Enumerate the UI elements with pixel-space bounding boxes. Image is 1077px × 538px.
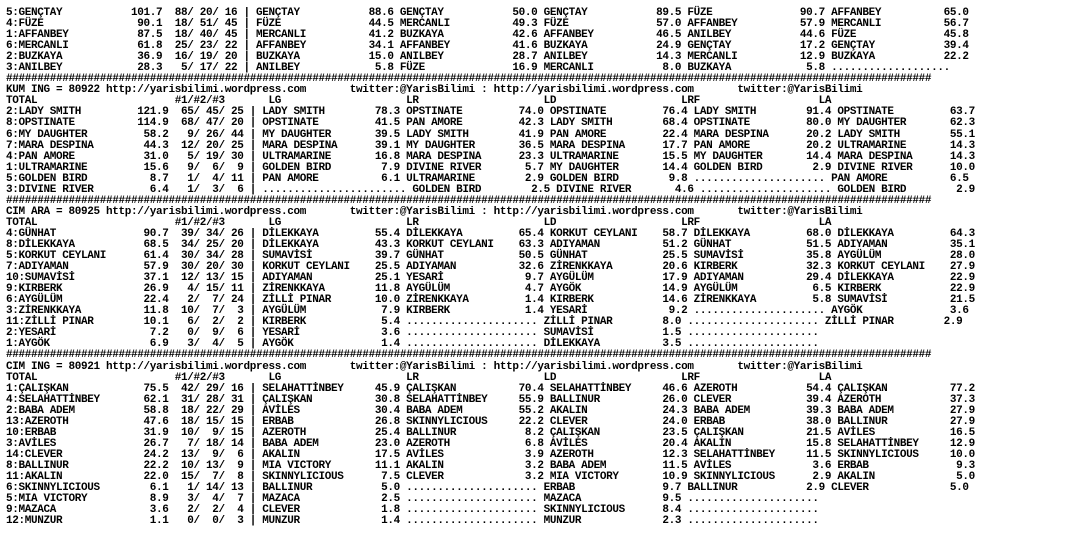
text-line: 11:ZİLLİ PINAR 10.1 6/ 2/ 2 | KIRBERK 5.4 ..................... ZİLLİ PINAR 8.0 ..................... ZİLLİ PINAR 2.9 (6, 316, 963, 329)
text-line: 11:AKALIN 22.0 15/ 7/ 8 | SKINNYLICIOUS 7.5 CLEVER 3.2 MIA VICTORY 10.9 SKINNYLICIOUS 2.9 AKALIN 5.0 (6, 470, 975, 483)
text-line: 5:KORKUT CEYLANI 61.4 30/ 34/ 28 | SUMAVİSİ 39.7 GÜNHAT 50.5 GÜNHAT 25.5 SUMAVİSİ 35.8 AYGÜLÜM 28.0 (6, 250, 975, 263)
text-line: TOTAL #1/#2/#3 LG LR LD LRF LA (6, 95, 832, 108)
text-line: KUM ING = 80922 http://yarisbilimi.wordpress.com twitter:@YarisBilimi : http://yarisbilimi.wordpress.com twitter:@YarisBilimi (6, 84, 863, 97)
text-line: 6:MERCANLI 61.8 25/ 23/ 22 | AFFANBEY 34.1 AFFANBEY 41.6 BUZKAYA 24.9 GENÇTAY 17.2 GENÇTAY 39.4 (6, 40, 969, 53)
race-stats-sheet (6, 8, 975, 527)
text-line: 10:ERBAB 31.9 10/ 9/ 15 | AZEROTH 25.4 BALLINUR 8.2 ÇALIŞKAN 23.5 ÇALIŞKAN 21.5 AVİLES 16.5 (6, 426, 975, 439)
text-line: 1:AYGÖK 6.9 3/ 4/ 5 | AYGÖK 1.4 ..................... DİLEKKAYA 3.5 ..................... (6, 338, 819, 351)
text-line: 6:MY DAUGHTER 58.2 9/ 26/ 44 | MY DAUGHTER 39.5 LADY SMITH 41.9 PAN AMORE 22.4 MARA DESPINA 20.2 LADY SMITH 55.1 (6, 128, 975, 141)
text-line: 2:LADY SMITH 121.9 65/ 45/ 25 | LADY SMITH 78.3 OPSTINATE 74.0 OPSTINATE 76.4 LADY SMITH 91.4 OPSTINATE 63.7 (6, 106, 975, 119)
text-line: 3:AVİLES 26.7 7/ 18/ 14 | BABA ADEM 23.0 AZEROTH 6.8 AVİLES 20.4 AKALIN 15.8 SELAHATTİNBEY 12.9 (6, 437, 975, 450)
text-line: 8:OPSTINATE 114.9 68/ 47/ 20 | OPSTINATE 41.5 PAN AMORE 42.3 LADY SMITH 68.4 OPSTINATE 80.0 MY DAUGHTER 62.3 (6, 117, 975, 130)
text-line: 6:AYGÜLÜM 22.4 2/ 7/ 24 | ZİLLİ PINAR 10.0 ZİRENKKAYA 1.4 KIRBERK 14.6 ZİRENKKAYA 5.8 SUMAVİSİ 21.5 (6, 294, 975, 307)
text-line: TOTAL #1/#2/#3 LG LR LD LRF LA (6, 371, 832, 384)
text-line: 13:AZEROTH 47.6 18/ 15/ 15 | ERBAB 26.8 SKINNYLICIOUS 22.2 CLEVER 24.0 ERBAB 38.0 BALLINUR 27.9 (6, 415, 975, 428)
text-line: 2:YESARİ 7.2 0/ 9/ 6 | YESARİ 3.6 ..................... SUMAVİSİ 1.5 ..................... (6, 327, 819, 340)
text-line: 4:GÜNHAT 90.7 39/ 34/ 26 | DİLEKKAYA 55.4 DİLEKKAYA 65.4 KORKUT CEYLANI 58.7 DİLEKKAYA 68.0 DİLEKKAYA 64.3 (6, 227, 975, 240)
text-line: 4:PAN AMORE 31.0 5/ 19/ 30 | ULTRAMARINE 16.8 MARA DESPINA 23.3 ULTRAMARINE 15.5 MY DAUGHTER 14.4 MARA DESPINA 14.3 (6, 150, 975, 163)
text-line: 3:ZİRENKKAYA 11.8 10/ 7/ 3 | AYGÜLÜM 7.9 KIRBERK 1.4 YESARİ 9.2 ..................... AYGÖK 3.6 (6, 305, 969, 318)
text-line: 1:AFFANBEY 87.5 18/ 40/ 45 | MERCANLI 41.2 BUZKAYA 42.6 AFFANBEY 46.5 ANILBEY 44.6 FÜZE 45.8 (6, 29, 969, 42)
text-line: 7:MARA DESPINA 44.3 12/ 20/ 25 | MARA DESPINA 39.1 MY DAUGHTER 36.5 MARA DESPINA 17.7 PAN AMORE 20.2 ULTRAMARINE 14.3 (6, 139, 975, 152)
text-line: CIM ING = 80921 http://yarisbilimi.wordpress.com twitter:@YarisBilimi : http://yarisbilimi.wordpress.com twitter:@YarisBilimi (6, 360, 863, 373)
text-line: #################################################################################################################################################### (6, 194, 932, 207)
text-line: 6:SKINNYLICIOUS 6.1 1/ 14/ 13 | BALLINUR 5.0 ..................... ERBAB 9.7 BALLINUR 2.9 CLEVER 5.0 (6, 482, 969, 495)
text-line: 14:CLEVER 24.2 13/ 9/ 6 | AKALIN 17.5 AVİLES 3.9 AZEROTH 12.3 SELAHATTİNBEY 11.5 SKINNYLICIOUS 10.0 (6, 448, 975, 461)
text-line: 9:MAZACA 3.6 2/ 2/ 4 | CLEVER 1.8 ..................... SKINNYLICIOUS 8.4 ..................... (6, 504, 819, 517)
text-line: 3:DIVINE RIVER 6.4 1/ 3/ 6 | ....................... GOLDEN BIRD 2.5 DIVINE RIVER 4.6 ..................... GOLDEN BIRD 2.9 (6, 183, 975, 196)
text-line: 5:MIA VICTORY 8.9 3/ 4/ 7 | MAZACA 2.5 ..................... MAZACA 9.5 ..................... (6, 493, 819, 506)
text-line: 10:SUMAVİSİ 37.1 12/ 13/ 15 | ADIYAMAN 25.1 YESARİ 9.7 AYGÜLÜM 17.9 ADIYAMAN 29.4 DİLEKKAYA 22.9 (6, 272, 975, 285)
text-line: 8:DİLEKKAYA 68.5 34/ 25/ 20 | DİLEKKAYA 43.3 KORKUT CEYLANI 63.3 ADIYAMAN 51.2 GÜNHAT 51.5 ADIYAMAN 35.1 (6, 238, 975, 251)
text-line: 7:ADIYAMAN 57.9 30/ 20/ 30 | KORKUT CEYLANI 25.5 ADIYAMAN 32.6 ZİRENKKAYA 20.6 KIRBERK 32.3 KORKUT CEYLANI 27.9 (6, 261, 975, 274)
text-line: #################################################################################################################################################### (6, 73, 932, 86)
text-line: 12:MUNZUR 1.1 0/ 0/ 3 | MUNZUR 1.4 ..................... MUNZUR 2.3 ..................... (6, 515, 819, 528)
text-line: 5:GOLDEN BIRD 8.7 1/ 4/ 11 | PAN AMORE 6.1 ULTRAMARINE 2.9 GOLDEN BIRD 9.8 ..................... PAN AMORE 6.5 (6, 172, 969, 185)
text-line: 5:GENÇTAY 101.7 88/ 20/ 16 | GENÇTAY 88.6 GENÇTAY 50.0 GENÇTAY 89.5 FÜZE 90.7 AFFANBEY 65.0 (6, 7, 969, 19)
text-line: 9:KIRBERK 26.9 4/ 15/ 11 | ZİRENKKAYA 11.8 AYGÜLÜM 4.7 AYGÖK 14.9 AYGÜLÜM 6.5 KIRBERK 22.9 (6, 283, 975, 296)
text-line: 1:ÇALIŞKAN 75.5 42/ 29/ 16 | SELAHATTİNBEY 45.9 ÇALIŞKAN 70.4 SELAHATTİNBEY 46.6 AZEROTH 54.4 ÇALIŞKAN 77.2 (6, 382, 975, 395)
text-line: 2:BABA ADEM 58.8 18/ 22/ 29 | AVİLES 30.4 BABA ADEM 55.2 AKALIN 24.3 BABA ADEM 39.3 BABA ADEM 27.9 (6, 404, 975, 417)
text-line: #################################################################################################################################################### (6, 349, 932, 362)
text-line: 3:ANILBEY 28.3 5/ 17/ 22 | ANILBEY 5.8 FÜZE 16.9 MERCANLI 8.0 BUZKAYA 5.8 ................... (6, 62, 950, 75)
text-line: 4:FÜZE 90.1 18/ 51/ 45 | FÜZE 44.5 MERCANLI 49.3 FÜZE 57.0 AFFANBEY 57.9 MERCANLI 56.7 (6, 18, 969, 31)
text-line: 8:BALLINUR 22.2 10/ 13/ 9 | MIA VICTORY 11.1 AKALIN 3.2 BABA ADEM 11.5 AVİLES 3.6 ERBAB 9.3 (6, 459, 975, 472)
text-line: 4:SELAHATTİNBEY 62.1 31/ 28/ 31 | ÇALIŞKAN 30.8 SELAHATTİNBEY 55.9 BALLINUR 26.0 CLEVER 39.4 AZEROTH 37.3 (6, 393, 975, 406)
text-line: CIM ARA = 80925 http://yarisbilimi.wordpress.com twitter:@YarisBilimi : http://yarisbilimi.wordpress.com twitter:@YarisBilimi (6, 205, 863, 218)
text-line: 2:BUZKAYA 36.9 16/ 19/ 20 | BUZKAYA 15.0 ANILBEY 28.7 ANILBEY 14.3 MERCANLI 12.9 BUZKAYA 22.2 (6, 51, 969, 64)
text-line: TOTAL #1/#2/#3 LG LR LD LRF LA (6, 216, 832, 229)
text-line: 1:ULTRAMARINE 15.6 9/ 6/ 9 | GOLDEN BIRD 7.9 DIVINE RIVER 5.7 MY DAUGHTER 14.4 GOLDEN BIRD 2.9 DIVINE RIVER 10.0 (6, 161, 975, 174)
